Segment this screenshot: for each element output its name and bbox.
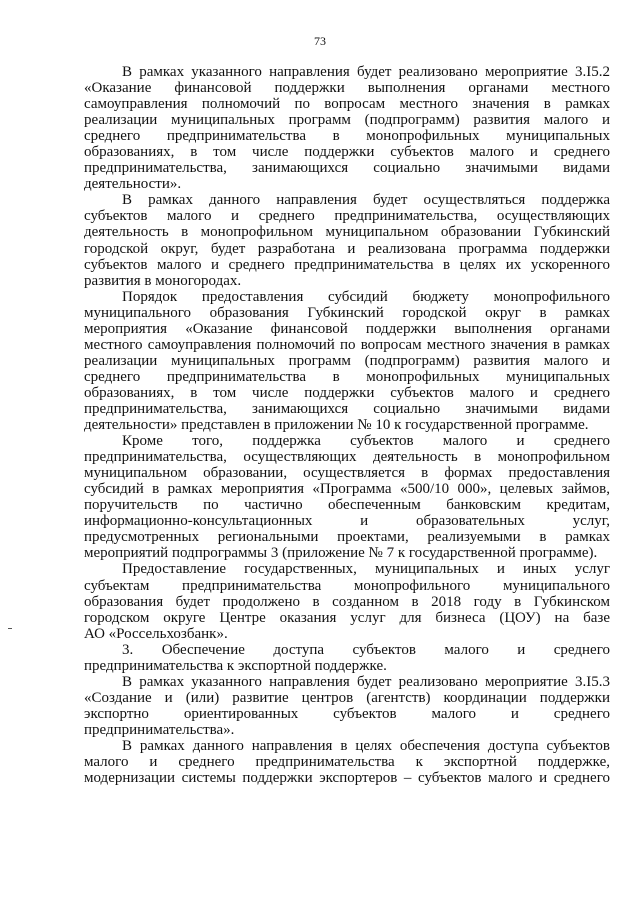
- text-line: предпринимательства».: [84, 721, 235, 738]
- text-line: деятельности» представлен в приложении № 10 к государственной программе.: [84, 417, 589, 434]
- text-line: предпринимательства, осуществляющих деятельность в монопрофильном: [84, 449, 610, 466]
- text-line: развития в моногородах.: [84, 272, 242, 289]
- paragraph: [84, 433, 610, 561]
- text-line: Кроме того, поддержка субъектов малого и среднего: [122, 433, 610, 450]
- document-body: [84, 64, 610, 786]
- text-line: Порядок предоставления субсидий бюджету монопрофильного: [122, 288, 610, 305]
- text-line: предусмотренных региональными проектами, реализуемыми в рамках: [84, 529, 610, 546]
- text-line: мероприятия «Оказание финансовой поддержки выполнения органами: [84, 320, 610, 337]
- text-line: предпринимательства, занимающихся социально значимыми видами: [84, 160, 610, 177]
- text-line: городском округе Центре оказания услуг для бизнеса (ЦОУ) на базе: [84, 609, 610, 626]
- text-line: субсидий в рамках мероприятия «Программа «500/10 000», целевых займов,: [84, 481, 610, 498]
- text-line: «Создание и (или) развитие центров (агентств) координации поддержки: [84, 689, 610, 706]
- text-line: среднего предпринимательства в монопрофильных муниципальных: [84, 368, 610, 385]
- text-line: В рамках указанного направления будет реализовано мероприятие 3.I5.2: [122, 64, 610, 80]
- text-line: субъектам предпринимательства монопрофильного муниципального: [84, 577, 610, 594]
- page-number: 73: [314, 34, 326, 48]
- paragraph: [84, 674, 610, 738]
- text-line: реализации муниципальных программ (подпрограмм) развития малого и: [84, 352, 610, 369]
- paragraph: [84, 561, 610, 641]
- text-line: 3. Обеспечение доступа субъектов малого и среднего: [122, 641, 610, 658]
- text-line: АО «Россельхозбанк».: [84, 625, 228, 642]
- text-line: субъектов малого и среднего предпринимательства в целях их ускоренного: [84, 256, 610, 273]
- text-line: «Оказание финансовой поддержки выполнения органами местного: [84, 80, 610, 97]
- text-line: модернизации системы поддержки экспортеров – субъектов малого и среднего: [84, 770, 610, 787]
- text-line: В рамках данного направления будет осуществляться поддержка: [122, 192, 610, 209]
- paragraph: [84, 642, 610, 674]
- text-line: муниципального образования Губкинский городской округ в рамках: [84, 304, 610, 321]
- paragraph: [84, 289, 610, 433]
- text-line: деятельности».: [84, 176, 182, 193]
- text-line: предпринимательства, занимающихся социально значимыми видами: [84, 400, 610, 417]
- text-line: экспортно ориентированных субъектов малого и среднего: [84, 705, 610, 722]
- text-line: местного самоуправления полномочий по вопросам местного значения в рамках: [84, 336, 610, 353]
- margin-mark: [8, 628, 12, 629]
- text-line: субъектов малого и среднего предпринимательства, осуществляющих: [84, 208, 610, 225]
- text-line: Предоставление государственных, муниципальных и иных услуг: [122, 561, 610, 578]
- text-line: В рамках данного направления в целях обеспечения доступа субъектов: [122, 737, 610, 754]
- text-line: мероприятий подпрограммы 3 (приложение № 7 к государственной программе).: [84, 545, 598, 562]
- text-line: городской округ, будет разработана и реализована программа поддержки: [84, 240, 610, 257]
- text-line: деятельность в монопрофильном муниципальном образовании Губкинский: [84, 224, 610, 241]
- text-line: поручительств по частично обеспеченным банковским кредитам,: [84, 497, 610, 514]
- text-line: В рамках указанного направления будет реализовано мероприятие 3.I5.3: [122, 673, 610, 690]
- text-line: самоуправления полномочий по вопросам местного значения в рамках: [84, 96, 610, 113]
- text-line: среднего предпринимательства в монопрофильных муниципальных: [84, 128, 610, 145]
- text-line: информационно-консультационных и образовательных услуг,: [84, 513, 610, 530]
- paragraph: [84, 738, 610, 786]
- text-line: образованиях, в том числе поддержки субъектов малого и среднего: [84, 384, 610, 401]
- paragraph: [84, 64, 610, 192]
- text-line: образования будет продолжено в созданном в 2018 году в Губкинском: [84, 593, 610, 610]
- text-line: предпринимательства к экспортной поддержке.: [84, 657, 387, 674]
- text-line: реализации муниципальных программ (подпрограмм) развития малого и: [84, 112, 610, 129]
- text-line: муниципальном образовании, осуществляется в формах предоставления: [84, 465, 610, 482]
- text-line: образованиях, в том числе поддержки субъектов малого и среднего: [84, 144, 610, 161]
- paragraph: [84, 192, 610, 288]
- text-line: малого и среднего предпринимательства к экспортной поддержке,: [84, 754, 610, 771]
